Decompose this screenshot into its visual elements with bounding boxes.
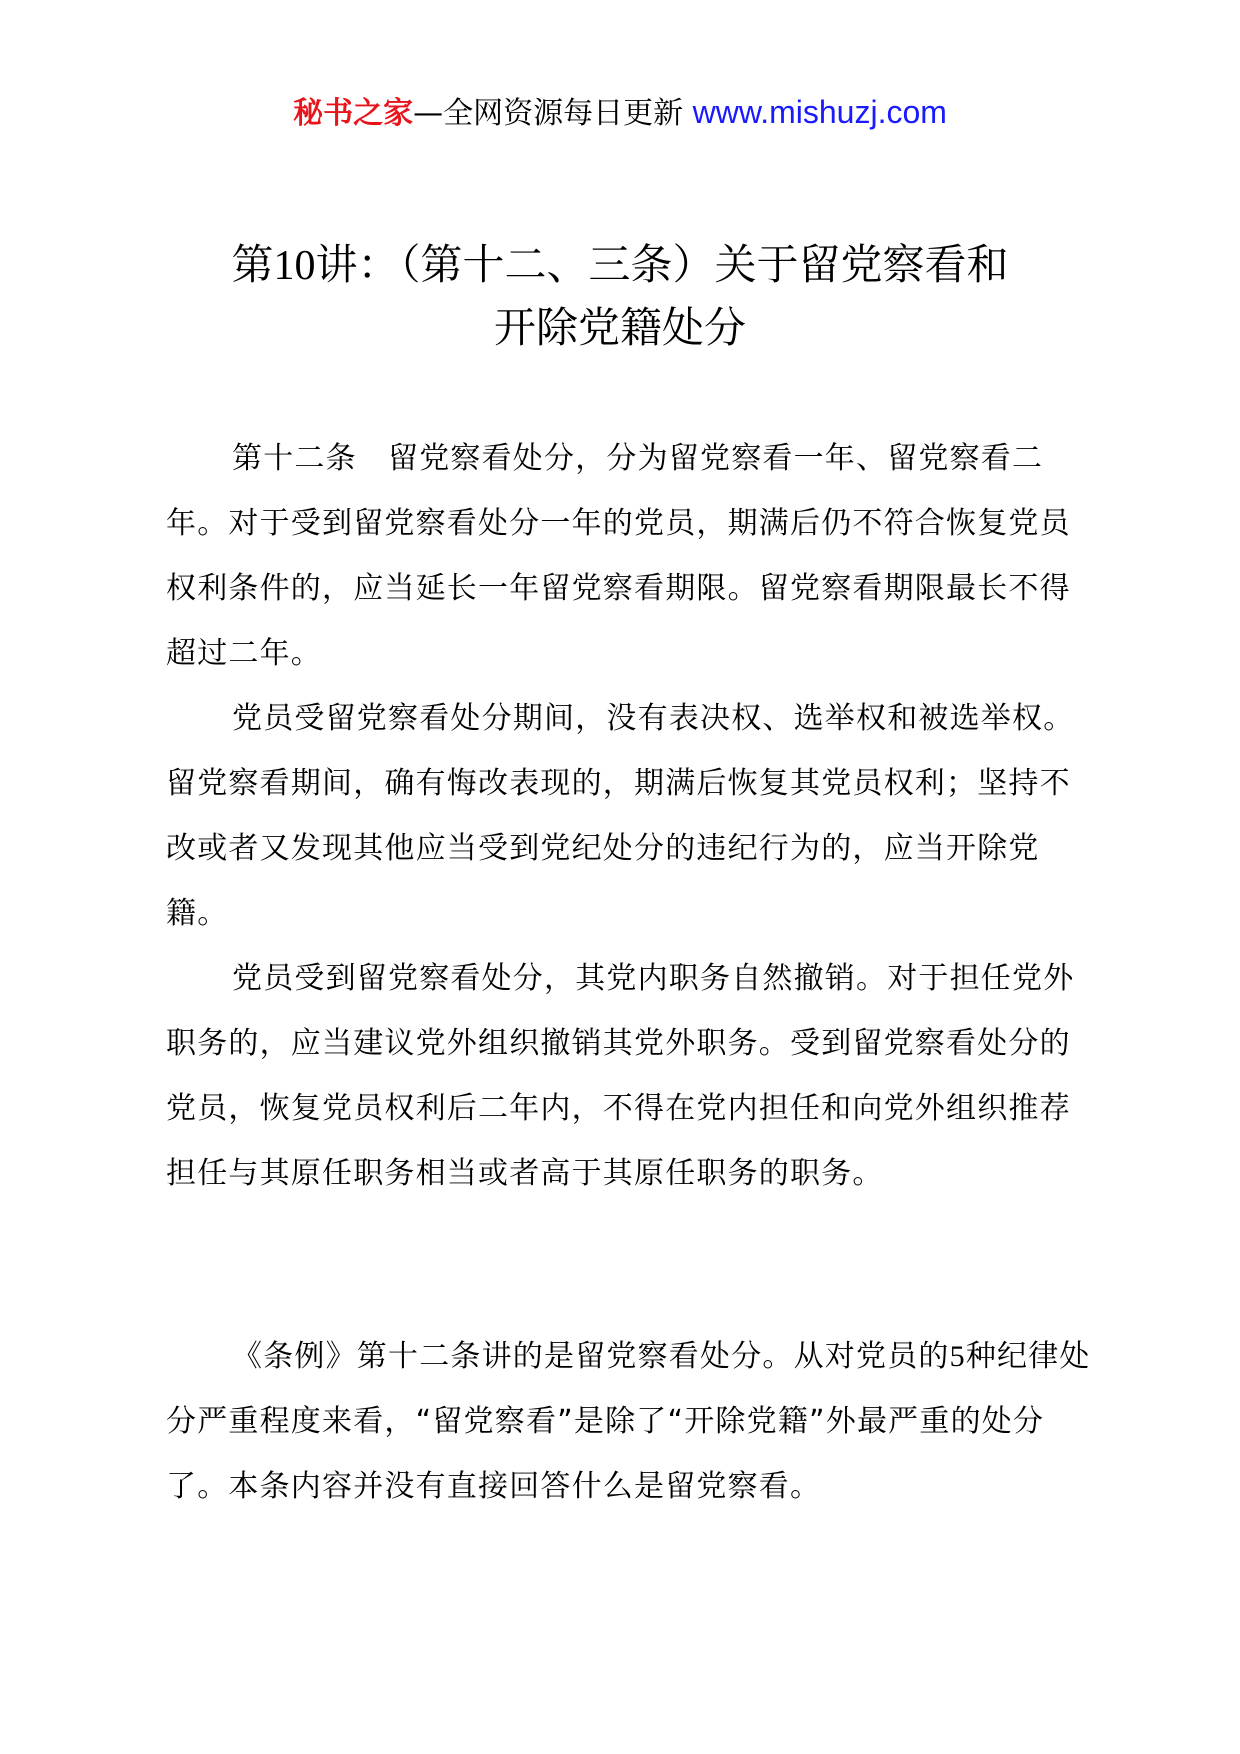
article-paragraph-3: 党员受到留党察看处分，其党内职务自然撤销。对于担任党外职务的，应当建议党外组织撤销其党外职务。受到留党察看处分的党员，恢复党员权利后二年内，不得在党内担任和向党外组织推荐担任与其原任职务相当或者高于其原任职务的职务。: [166, 961, 1075, 1191]
commentary-text: [166, 1324, 1098, 1519]
title-line-2: 开除党籍处分: [493, 303, 746, 352]
commentary-part-1: 《条例》第十二条讲的是留党察看处分。从对党员的: [232, 1339, 950, 1374]
site-url-link[interactable]: www.mishuzj.com: [692, 94, 947, 130]
site-header: [0, 92, 1240, 134]
title-lecture-number: 10: [273, 243, 316, 289]
article-text: [166, 426, 1098, 1206]
site-tagline: —全网资源每日更新: [413, 96, 693, 131]
article-paragraph-1: 第十二条 留党察看处分，分为留党察看一年、留党察看二年。对于受到留党察看处分一年的党员，期满后仍不符合恢复党员权利条件的，应当延长一年留党察看期限。留党察看期限最长不得超过二年。: [166, 441, 1071, 671]
document-title: [150, 234, 1090, 359]
commentary-part-2: 种纪律处分严重程度来看，“留党察看”是除了“开除党籍”外最严重的处分了。本条内容并没有直接回答什么是留党察看。: [166, 1339, 1091, 1504]
commentary-paragraph: [166, 1324, 1098, 1519]
title-line-1-rest: 讲：（第十二、三条）关于留党察看和: [315, 240, 1009, 289]
title-line-1: [150, 234, 1090, 297]
site-brand: 秘书之家: [293, 96, 414, 131]
commentary-number: 5: [949, 1340, 966, 1373]
title-prefix: 第: [231, 240, 274, 289]
article-paragraph-2: 党员受留党察看处分期间，没有表决权、选举权和被选举权。留党察看期间，确有悔改表现的，期满后恢复其党员权利；坚持不改或者又发现其他应当受到党纪处分的违纪行为的，应当开除党籍。: [166, 701, 1075, 931]
